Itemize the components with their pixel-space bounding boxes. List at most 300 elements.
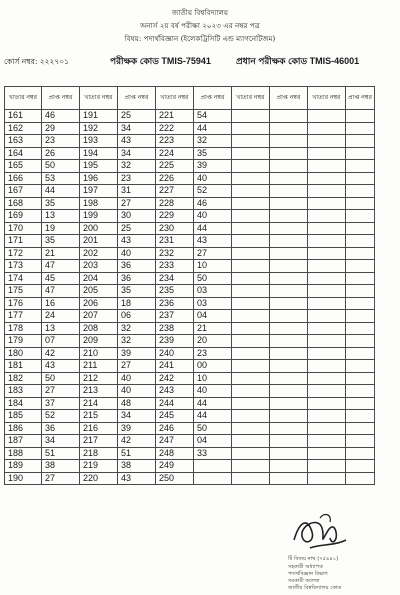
table-row: [5, 410, 375, 423]
script-number-cell: [308, 147, 346, 160]
marks-cell: 36: [118, 272, 156, 285]
marks-cell: 39: [118, 347, 156, 360]
script-number-cell: [308, 135, 346, 148]
script-number-cell: 214: [80, 397, 118, 410]
script-number-cell: [308, 260, 346, 273]
marks-cell: [346, 322, 375, 335]
marks-cell: [346, 385, 375, 398]
marks-cell: [270, 235, 308, 248]
script-number-cell: 161: [5, 110, 42, 123]
marks-cell: 44: [194, 222, 232, 235]
table-row: [5, 460, 375, 473]
marks-cell: 35: [42, 235, 80, 248]
marks-cell: 27: [42, 385, 80, 398]
signer-title: সহকারী অধ্যাপক: [288, 564, 323, 570]
table-row: [5, 472, 375, 485]
script-number-cell: 244: [156, 397, 194, 410]
chief-examiner-code: প্রধান পরীক্ষক কোড TMIS-46001: [236, 56, 360, 66]
marks-cell: [346, 185, 375, 198]
script-number-cell: 238: [156, 322, 194, 335]
marks-cell: 21: [42, 247, 80, 260]
script-number-cell: 240: [156, 347, 194, 360]
script-number-cell: [232, 260, 270, 273]
script-number-cell: [308, 160, 346, 173]
marks-cell: 38: [118, 460, 156, 473]
column-header: প্রাপ্ত নম্বর: [118, 87, 156, 110]
script-number-cell: [308, 247, 346, 260]
script-number-cell: [308, 322, 346, 335]
script-number-cell: [232, 360, 270, 373]
script-number-cell: [308, 172, 346, 185]
marks-cell: [346, 372, 375, 385]
column-header: খাতার নম্বর: [308, 87, 346, 110]
script-number-cell: 197: [80, 185, 118, 198]
marks-cell: 32: [118, 322, 156, 335]
marks-cell: 34: [118, 410, 156, 423]
marks-cell: [346, 160, 375, 173]
table-row: [5, 447, 375, 460]
script-number-cell: 248: [156, 447, 194, 460]
marks-cell: 34: [118, 122, 156, 135]
script-number-cell: 189: [5, 460, 42, 473]
marks-cell: 38: [42, 460, 80, 473]
script-number-cell: 193: [80, 135, 118, 148]
marks-cell: 35: [118, 285, 156, 298]
script-number-cell: [232, 472, 270, 485]
signer-name: টি বিজয় নাথ (৭৫৯৪১): [288, 556, 339, 562]
marks-cell: [270, 147, 308, 160]
marks-cell: [346, 260, 375, 273]
marks-cell: [346, 135, 375, 148]
script-number-cell: [308, 372, 346, 385]
marks-cell: 51: [42, 447, 80, 460]
marks-cell: 37: [42, 397, 80, 410]
script-number-cell: [308, 335, 346, 348]
marks-cell: 43: [194, 235, 232, 248]
marks-cell: 06: [118, 310, 156, 323]
script-number-cell: 209: [80, 335, 118, 348]
script-number-cell: [232, 160, 270, 173]
marks-cell: 39: [194, 160, 232, 173]
marks-cell: [270, 410, 308, 423]
script-number-cell: [308, 472, 346, 485]
marks-cell: 13: [42, 322, 80, 335]
script-number-cell: [308, 285, 346, 298]
marks-cell: 36: [42, 422, 80, 435]
marks-cell: 54: [194, 110, 232, 123]
script-number-cell: [308, 110, 346, 123]
script-number-cell: 186: [5, 422, 42, 435]
table-row: [5, 147, 375, 160]
script-number-cell: 169: [5, 210, 42, 223]
university-name: জাতীয় বিশ্ববিদ্যালয়: [171, 8, 229, 17]
marks-cell: 23: [42, 135, 80, 148]
script-number-cell: [308, 222, 346, 235]
marks-cell: 43: [118, 235, 156, 248]
script-number-cell: 235: [156, 285, 194, 298]
marks-cell: 50: [42, 160, 80, 173]
script-number-cell: 163: [5, 135, 42, 148]
marks-cell: 43: [118, 472, 156, 485]
marks-cell: [270, 347, 308, 360]
script-number-cell: 249: [156, 460, 194, 473]
script-number-cell: 237: [156, 310, 194, 323]
script-number-cell: [232, 285, 270, 298]
script-number-cell: 192: [80, 122, 118, 135]
marks-cell: 10: [194, 372, 232, 385]
column-header: প্রাপ্ত নম্বর: [42, 87, 80, 110]
signer-department: পদার্থবিজ্ঞান বিভাগ: [288, 571, 328, 577]
marks-cell: 34: [118, 147, 156, 160]
marks-cell: 27: [194, 247, 232, 260]
script-number-cell: 180: [5, 347, 42, 360]
marks-cell: 44: [194, 410, 232, 423]
script-number-cell: 176: [5, 297, 42, 310]
marks-cell: [346, 422, 375, 435]
column-header: প্রাপ্ত নম্বর: [270, 87, 308, 110]
marks-cell: 26: [42, 147, 80, 160]
script-number-cell: 200: [80, 222, 118, 235]
script-number-cell: 194: [80, 147, 118, 160]
script-number-cell: [308, 347, 346, 360]
marks-cell: 40: [194, 210, 232, 223]
table-row: [5, 247, 375, 260]
column-header: খাতার নম্বর: [5, 87, 42, 110]
script-number-cell: 188: [5, 447, 42, 460]
marks-cell: 52: [42, 410, 80, 423]
marks-cell: [270, 122, 308, 135]
script-number-cell: [232, 235, 270, 248]
marks-cell: 46: [42, 110, 80, 123]
script-number-cell: 162: [5, 122, 42, 135]
script-number-cell: 196: [80, 172, 118, 185]
marks-cell: [346, 335, 375, 348]
script-number-cell: 179: [5, 335, 42, 348]
column-header: খাতার নম্বর: [156, 87, 194, 110]
script-number-cell: 167: [5, 185, 42, 198]
marks-cell: 50: [194, 422, 232, 435]
script-number-cell: 190: [5, 472, 42, 485]
script-number-cell: 236: [156, 297, 194, 310]
table-row: [5, 135, 375, 148]
script-number-cell: 208: [80, 322, 118, 335]
marks-cell: [270, 285, 308, 298]
marks-cell: [270, 272, 308, 285]
script-number-cell: 246: [156, 422, 194, 435]
marks-cell: [346, 347, 375, 360]
script-number-cell: 222: [156, 122, 194, 135]
marks-cell: 07: [42, 335, 80, 348]
script-number-cell: [232, 422, 270, 435]
script-number-cell: [308, 272, 346, 285]
script-number-cell: 224: [156, 147, 194, 160]
marks-cell: 27: [118, 197, 156, 210]
marks-cell: 13: [42, 210, 80, 223]
script-number-cell: [232, 210, 270, 223]
marks-cell: 51: [118, 447, 156, 460]
marks-cell: [346, 197, 375, 210]
marks-cell: 40: [194, 385, 232, 398]
table-row: [5, 297, 375, 310]
script-number-cell: [232, 247, 270, 260]
script-number-cell: 187: [5, 435, 42, 448]
marks-cell: [346, 360, 375, 373]
marks-cell: [346, 297, 375, 310]
script-number-cell: 182: [5, 372, 42, 385]
script-number-cell: 171: [5, 235, 42, 248]
marks-cell: 29: [42, 122, 80, 135]
script-number-cell: [232, 222, 270, 235]
script-number-cell: 225: [156, 160, 194, 173]
script-number-cell: [232, 410, 270, 423]
script-number-cell: [232, 122, 270, 135]
marks-cell: 00: [194, 360, 232, 373]
script-number-cell: 204: [80, 272, 118, 285]
script-number-cell: 247: [156, 435, 194, 448]
marks-cell: [346, 110, 375, 123]
examiner-code: পরীক্ষক কোড TMIS-75941: [110, 56, 211, 66]
marks-table-body: [5, 110, 375, 485]
marks-cell: 30: [118, 210, 156, 223]
marks-cell: [346, 247, 375, 260]
script-number-cell: 232: [156, 247, 194, 260]
marks-cell: [270, 435, 308, 448]
column-header: প্রাপ্ত নম্বর: [194, 87, 232, 110]
script-number-cell: [232, 435, 270, 448]
code-row: [0, 54, 400, 70]
marks-cell: 35: [42, 197, 80, 210]
script-number-cell: 178: [5, 322, 42, 335]
script-number-cell: 198: [80, 197, 118, 210]
marks-cell: 18: [118, 297, 156, 310]
marks-cell: 34: [42, 435, 80, 448]
marks-cell: [346, 172, 375, 185]
script-number-cell: [232, 447, 270, 460]
marks-cell: 50: [194, 272, 232, 285]
script-number-cell: 243: [156, 385, 194, 398]
table-row: [5, 272, 375, 285]
table-row: [5, 185, 375, 198]
marks-cell: 40: [194, 172, 232, 185]
marks-cell: 42: [118, 435, 156, 448]
script-number-cell: 229: [156, 210, 194, 223]
script-number-cell: 181: [5, 360, 42, 373]
marks-cell: [270, 185, 308, 198]
table-row: [5, 385, 375, 398]
marks-cell: [270, 397, 308, 410]
marks-cell: 40: [118, 247, 156, 260]
script-number-cell: 230: [156, 222, 194, 235]
table-row: [5, 235, 375, 248]
script-number-cell: [232, 147, 270, 160]
marks-cell: 21: [194, 322, 232, 335]
marks-cell: [346, 210, 375, 223]
table-row: [5, 372, 375, 385]
marks-cell: 23: [118, 172, 156, 185]
script-number-cell: [308, 422, 346, 435]
script-number-cell: 234: [156, 272, 194, 285]
script-number-cell: 165: [5, 160, 42, 173]
script-number-cell: 207: [80, 310, 118, 323]
marks-cell: [346, 435, 375, 448]
script-number-cell: 185: [5, 410, 42, 423]
marks-cell: 32: [118, 160, 156, 173]
marks-cell: 23: [194, 347, 232, 360]
marks-cell: [270, 260, 308, 273]
script-number-cell: 239: [156, 335, 194, 348]
script-number-cell: 199: [80, 210, 118, 223]
marks-cell: 40: [118, 385, 156, 398]
marks-cell: 03: [194, 297, 232, 310]
script-number-cell: [308, 360, 346, 373]
marks-cell: [270, 310, 308, 323]
script-number-cell: 175: [5, 285, 42, 298]
marks-cell: 43: [42, 360, 80, 373]
marks-cell: 42: [42, 347, 80, 360]
marks-cell: 39: [118, 422, 156, 435]
script-number-cell: [232, 272, 270, 285]
script-number-cell: 218: [80, 447, 118, 460]
marks-cell: [194, 472, 232, 485]
script-number-cell: [308, 122, 346, 135]
script-number-cell: 220: [80, 472, 118, 485]
signature-block: [282, 510, 392, 592]
script-number-cell: [232, 322, 270, 335]
table-row: [5, 222, 375, 235]
script-number-cell: [232, 197, 270, 210]
marks-cell: 32: [118, 335, 156, 348]
script-number-cell: 201: [80, 235, 118, 248]
marks-cell: 45: [42, 272, 80, 285]
script-number-cell: [232, 397, 270, 410]
marks-cell: 31: [118, 185, 156, 198]
marks-cell: 03: [194, 285, 232, 298]
marks-cell: [270, 335, 308, 348]
script-number-cell: [232, 335, 270, 348]
marks-cell: [270, 372, 308, 385]
script-number-cell: 213: [80, 385, 118, 398]
marks-cell: [270, 197, 308, 210]
script-number-cell: 241: [156, 360, 194, 373]
marks-cell: [270, 322, 308, 335]
marks-cell: [270, 460, 308, 473]
marks-cell: [270, 135, 308, 148]
signer-college: সরকারী কলেজ: [288, 578, 320, 584]
script-number-cell: 211: [80, 360, 118, 373]
script-number-cell: 191: [80, 110, 118, 123]
marks-cell: 27: [118, 360, 156, 373]
marks-cell: 27: [42, 472, 80, 485]
column-header: খাতার নম্বর: [232, 87, 270, 110]
table-row: [5, 210, 375, 223]
script-number-cell: [308, 435, 346, 448]
script-number-cell: [232, 310, 270, 323]
table-row: [5, 285, 375, 298]
marks-cell: [346, 285, 375, 298]
handwritten-signature: [290, 510, 350, 556]
script-number-cell: 242: [156, 372, 194, 385]
script-number-cell: 164: [5, 147, 42, 160]
marks-cell: [270, 210, 308, 223]
script-number-cell: 245: [156, 410, 194, 423]
column-header: প্রাপ্ত নম্বর: [346, 87, 375, 110]
marks-cell: 33: [194, 447, 232, 460]
table-row: [5, 422, 375, 435]
script-number-cell: 195: [80, 160, 118, 173]
script-number-cell: 221: [156, 110, 194, 123]
table-row: [5, 110, 375, 123]
table-row: [5, 322, 375, 335]
script-number-cell: 184: [5, 397, 42, 410]
marks-cell: 47: [42, 260, 80, 273]
script-number-cell: 233: [156, 260, 194, 273]
marks-cell: 53: [42, 172, 80, 185]
table-header-row: [5, 87, 375, 110]
script-number-cell: 183: [5, 385, 42, 398]
marks-cell: [270, 297, 308, 310]
marks-cell: 44: [42, 185, 80, 198]
script-number-cell: 223: [156, 135, 194, 148]
script-number-cell: [232, 110, 270, 123]
script-number-cell: 219: [80, 460, 118, 473]
marks-cell: 40: [118, 372, 156, 385]
table-row: [5, 360, 375, 373]
script-number-cell: [308, 447, 346, 460]
marks-cell: 20: [194, 335, 232, 348]
script-number-cell: [232, 347, 270, 360]
script-number-cell: [308, 185, 346, 198]
marks-cell: 16: [42, 297, 80, 310]
marks-cell: [194, 460, 232, 473]
script-number-cell: 173: [5, 260, 42, 273]
marks-cell: [270, 422, 308, 435]
marks-cell: 19: [42, 222, 80, 235]
script-number-cell: 166: [5, 172, 42, 185]
table-row: [5, 160, 375, 173]
script-number-cell: [308, 397, 346, 410]
marks-cell: 36: [118, 260, 156, 273]
marks-cell: [346, 472, 375, 485]
marks-cell: 10: [194, 260, 232, 273]
marks-table: [4, 86, 375, 485]
script-number-cell: [308, 210, 346, 223]
script-number-cell: 212: [80, 372, 118, 385]
script-number-cell: [308, 197, 346, 210]
script-number-cell: 206: [80, 297, 118, 310]
script-number-cell: 202: [80, 247, 118, 260]
column-header: খাতার নম্বর: [80, 87, 118, 110]
subject-title: বিষয়: পদার্থবিজ্ঞান (ইলেকট্রিসিটি এন্ড ম্যাগনেটিজম): [124, 34, 276, 43]
script-number-cell: 177: [5, 310, 42, 323]
script-number-cell: 205: [80, 285, 118, 298]
marks-cell: [346, 272, 375, 285]
script-number-cell: 226: [156, 172, 194, 185]
script-number-cell: [232, 460, 270, 473]
marks-cell: 35: [194, 147, 232, 160]
marks-cell: 25: [118, 222, 156, 235]
script-number-cell: 168: [5, 197, 42, 210]
marks-cell: [346, 235, 375, 248]
marks-cell: 04: [194, 310, 232, 323]
marks-cell: 32: [194, 135, 232, 148]
script-number-cell: [308, 235, 346, 248]
marks-cell: [270, 110, 308, 123]
script-number-cell: [232, 297, 270, 310]
marks-cell: [270, 222, 308, 235]
script-number-cell: 215: [80, 410, 118, 423]
marks-cell: 48: [118, 397, 156, 410]
marks-cell: 52: [194, 185, 232, 198]
